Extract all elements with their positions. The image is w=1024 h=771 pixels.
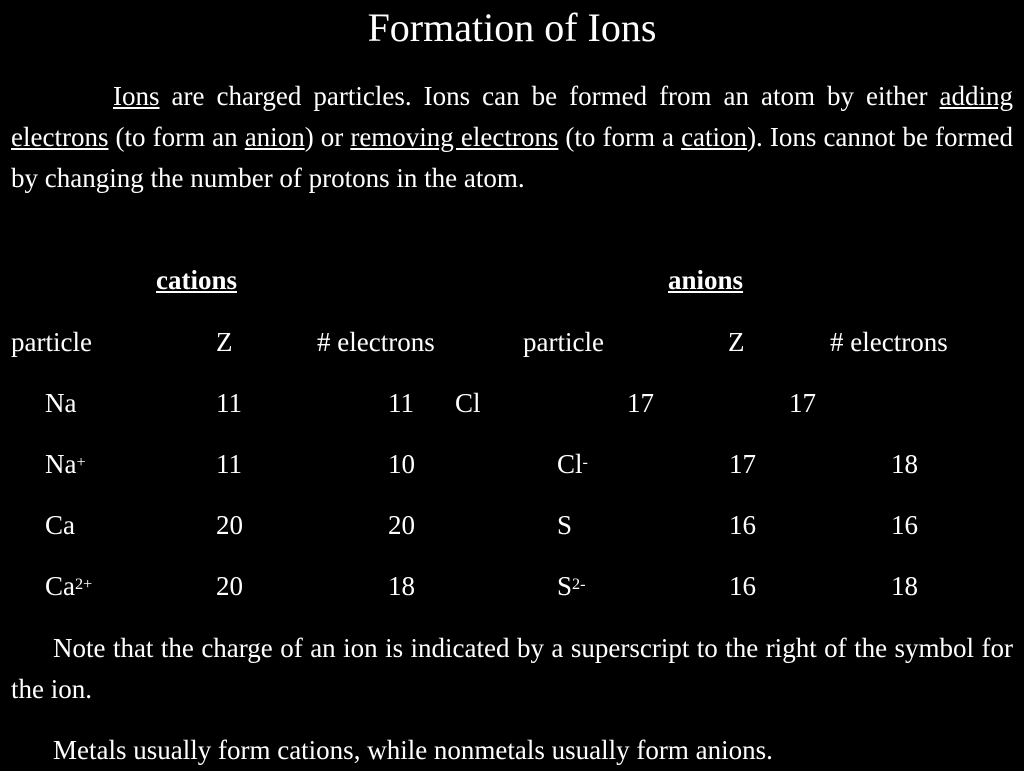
slide-title: Formation of Ions	[367, 5, 657, 50]
note-paragraph: Note that the charge of an ion is indicated by a superscript to the right of the symbol for the ion.	[11, 633, 1013, 704]
cation-z-header: Z	[216, 327, 233, 357]
anion-particle: Cl-	[557, 449, 588, 479]
anion-electrons-value: 17	[789, 388, 816, 418]
cation-electrons-header: # electrons	[317, 327, 435, 357]
anion-term: anion	[244, 122, 305, 152]
anion-particle: S	[557, 510, 573, 540]
anion-particle: $S^{2-}$	[557, 571, 586, 601]
anion-electrons-value: 18	[891, 449, 918, 479]
adding-electrons-term: adding electrons	[11, 81, 1013, 152]
cation-electrons-value: 10	[388, 449, 415, 479]
cation-z-value: 11	[216, 388, 242, 418]
removing-electrons-term: removing electrons	[350, 122, 559, 152]
charge-superscript: +	[76, 453, 86, 471]
charge-superscript: -	[582, 453, 588, 471]
intro-paragraph	[11, 76, 1013, 199]
anion-z-header: Z	[728, 327, 745, 357]
cation-particle: $Ca^{2+}$	[45, 571, 93, 601]
ions-term: Ions	[113, 81, 160, 111]
anion-electrons-value: 18	[891, 571, 918, 601]
intro-text-4: (to form a	[558, 122, 682, 152]
anion-electrons-value: 16	[891, 510, 918, 540]
anion-z-value: 16	[729, 571, 756, 601]
intro-text-3: ) or	[304, 122, 351, 152]
cation-particle: Na+	[45, 449, 86, 479]
anion-z-value: 17	[627, 388, 654, 418]
charge-superscript: 2-	[572, 575, 586, 593]
anion-particle-header: particle	[523, 327, 604, 357]
cation-particle-header: particle	[11, 327, 92, 357]
cation-particle: Ca	[45, 510, 75, 540]
intro-text-2: (to form an	[108, 122, 245, 152]
anions-heading: anions	[668, 265, 744, 295]
charge-superscript: 2+	[75, 575, 93, 593]
cation-electrons-value: 11	[388, 388, 414, 418]
intro-text-1: are charged particles. Ions can be formed from an atom by either	[159, 81, 940, 111]
cations-heading: cations	[156, 265, 237, 295]
metals-paragraph: Metals usually form cations, while nonmetals usually form anions.	[53, 735, 773, 765]
cation-z-value: 20	[216, 571, 243, 601]
cation-electrons-value: 18	[388, 571, 415, 601]
anion-z-value: 16	[729, 510, 756, 540]
anion-electrons-header: # electrons	[830, 327, 948, 357]
anion-z-value: 17	[729, 449, 756, 479]
anion-particle: Cl	[455, 388, 481, 418]
cation-z-value: 11	[216, 449, 242, 479]
cation-electrons-value: 20	[388, 510, 415, 540]
cation-particle: Na	[45, 388, 77, 418]
cation-term: cation	[681, 122, 748, 152]
cation-z-value: 20	[216, 510, 243, 540]
intro-text-5: ). Ions cannot be formed by changing the number of protons in the atom.	[11, 122, 1013, 193]
